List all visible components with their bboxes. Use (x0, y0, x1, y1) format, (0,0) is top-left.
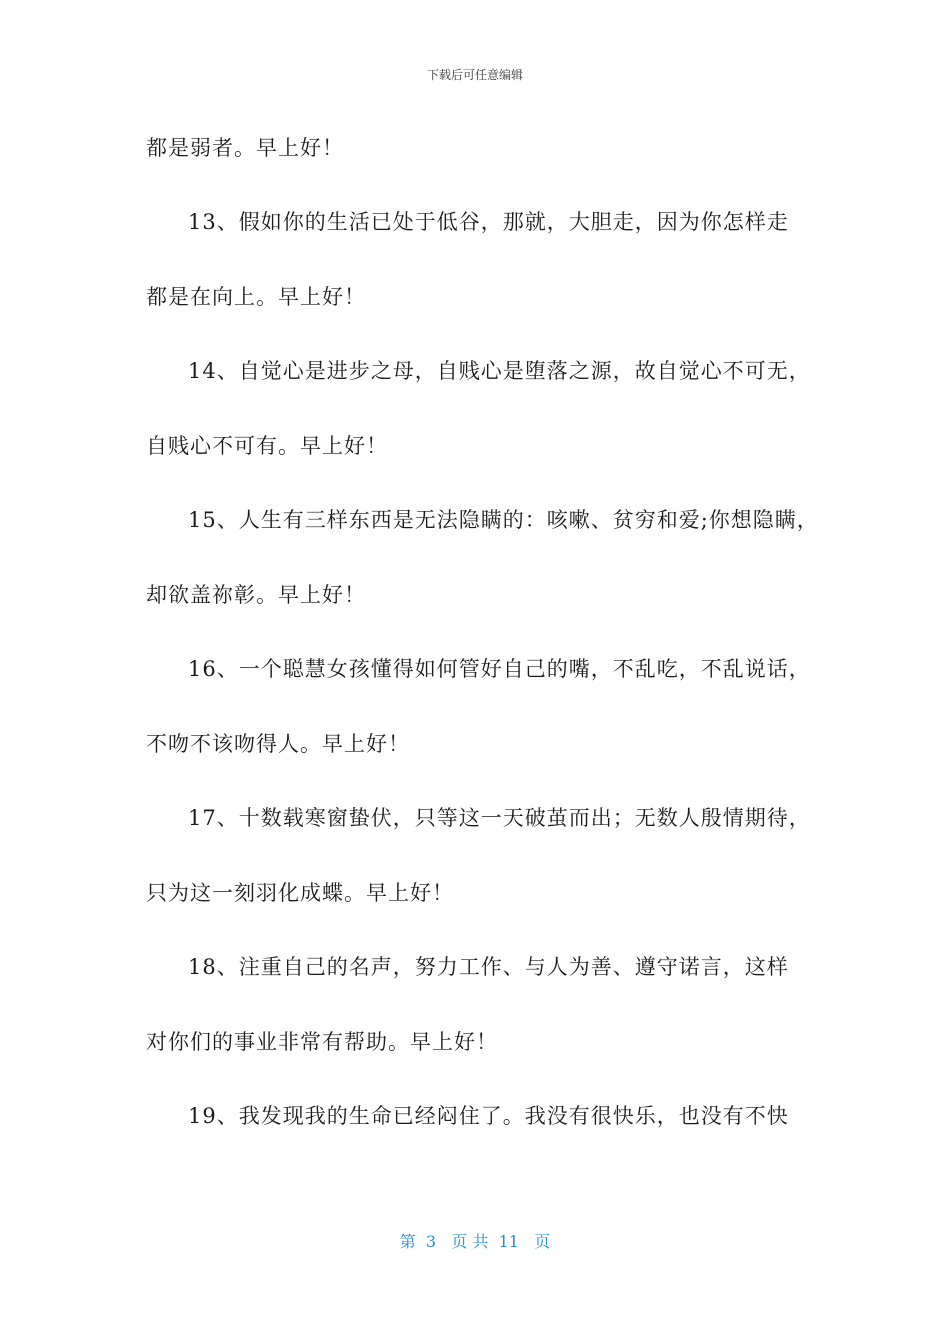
text-line-13: 对你们的事业非常有帮助。早上好！ (146, 1030, 498, 1054)
text-line-4: 14、自觉心是进步之母，自贱心是堕落之源，故自觉心不可无， (188, 359, 811, 383)
page-header-watermark: 下载后可任意编辑 (426, 68, 523, 82)
text-line-1: 都是弱者。早上好！ (146, 136, 344, 160)
text-line-12: 18、注重自己的名声，努力工作、与人为善、遵守诺言，这样 (188, 955, 789, 979)
text-line-7: 却欲盖祢彰。早上好！ (146, 583, 366, 607)
page-number-footer: 第 3 页 共 11 页 (399, 1232, 551, 1251)
text-line-9: 不吻不该吻得人。早上好！ (146, 732, 410, 756)
text-line-5: 自贱心不可有。早上好！ (146, 434, 388, 458)
text-line-2: 13、假如你的生活已处于低谷，那就，大胆走，因为你怎样走 (188, 210, 789, 234)
text-line-11: 只为这一刻羽化成蝶。早上好！ (146, 881, 454, 905)
text-line-8: 16、一个聪慧女孩懂得如何管好自己的嘴，不乱吃，不乱说话， (188, 657, 811, 681)
text-line-10: 17、十数载寒窗蛰伏，只等这一天破茧而出；无数人殷情期待， (188, 806, 811, 830)
text-line-6: 15、人生有三样东西是无法隐瞒的：咳嗽、贫穷和爱;你想隐瞒， (188, 508, 819, 532)
text-line-14: 19、我发现我的生命已经闷住了。我没有很快乐，也没有不快 (188, 1104, 789, 1128)
text-line-3: 都是在向上。早上好！ (146, 285, 366, 309)
